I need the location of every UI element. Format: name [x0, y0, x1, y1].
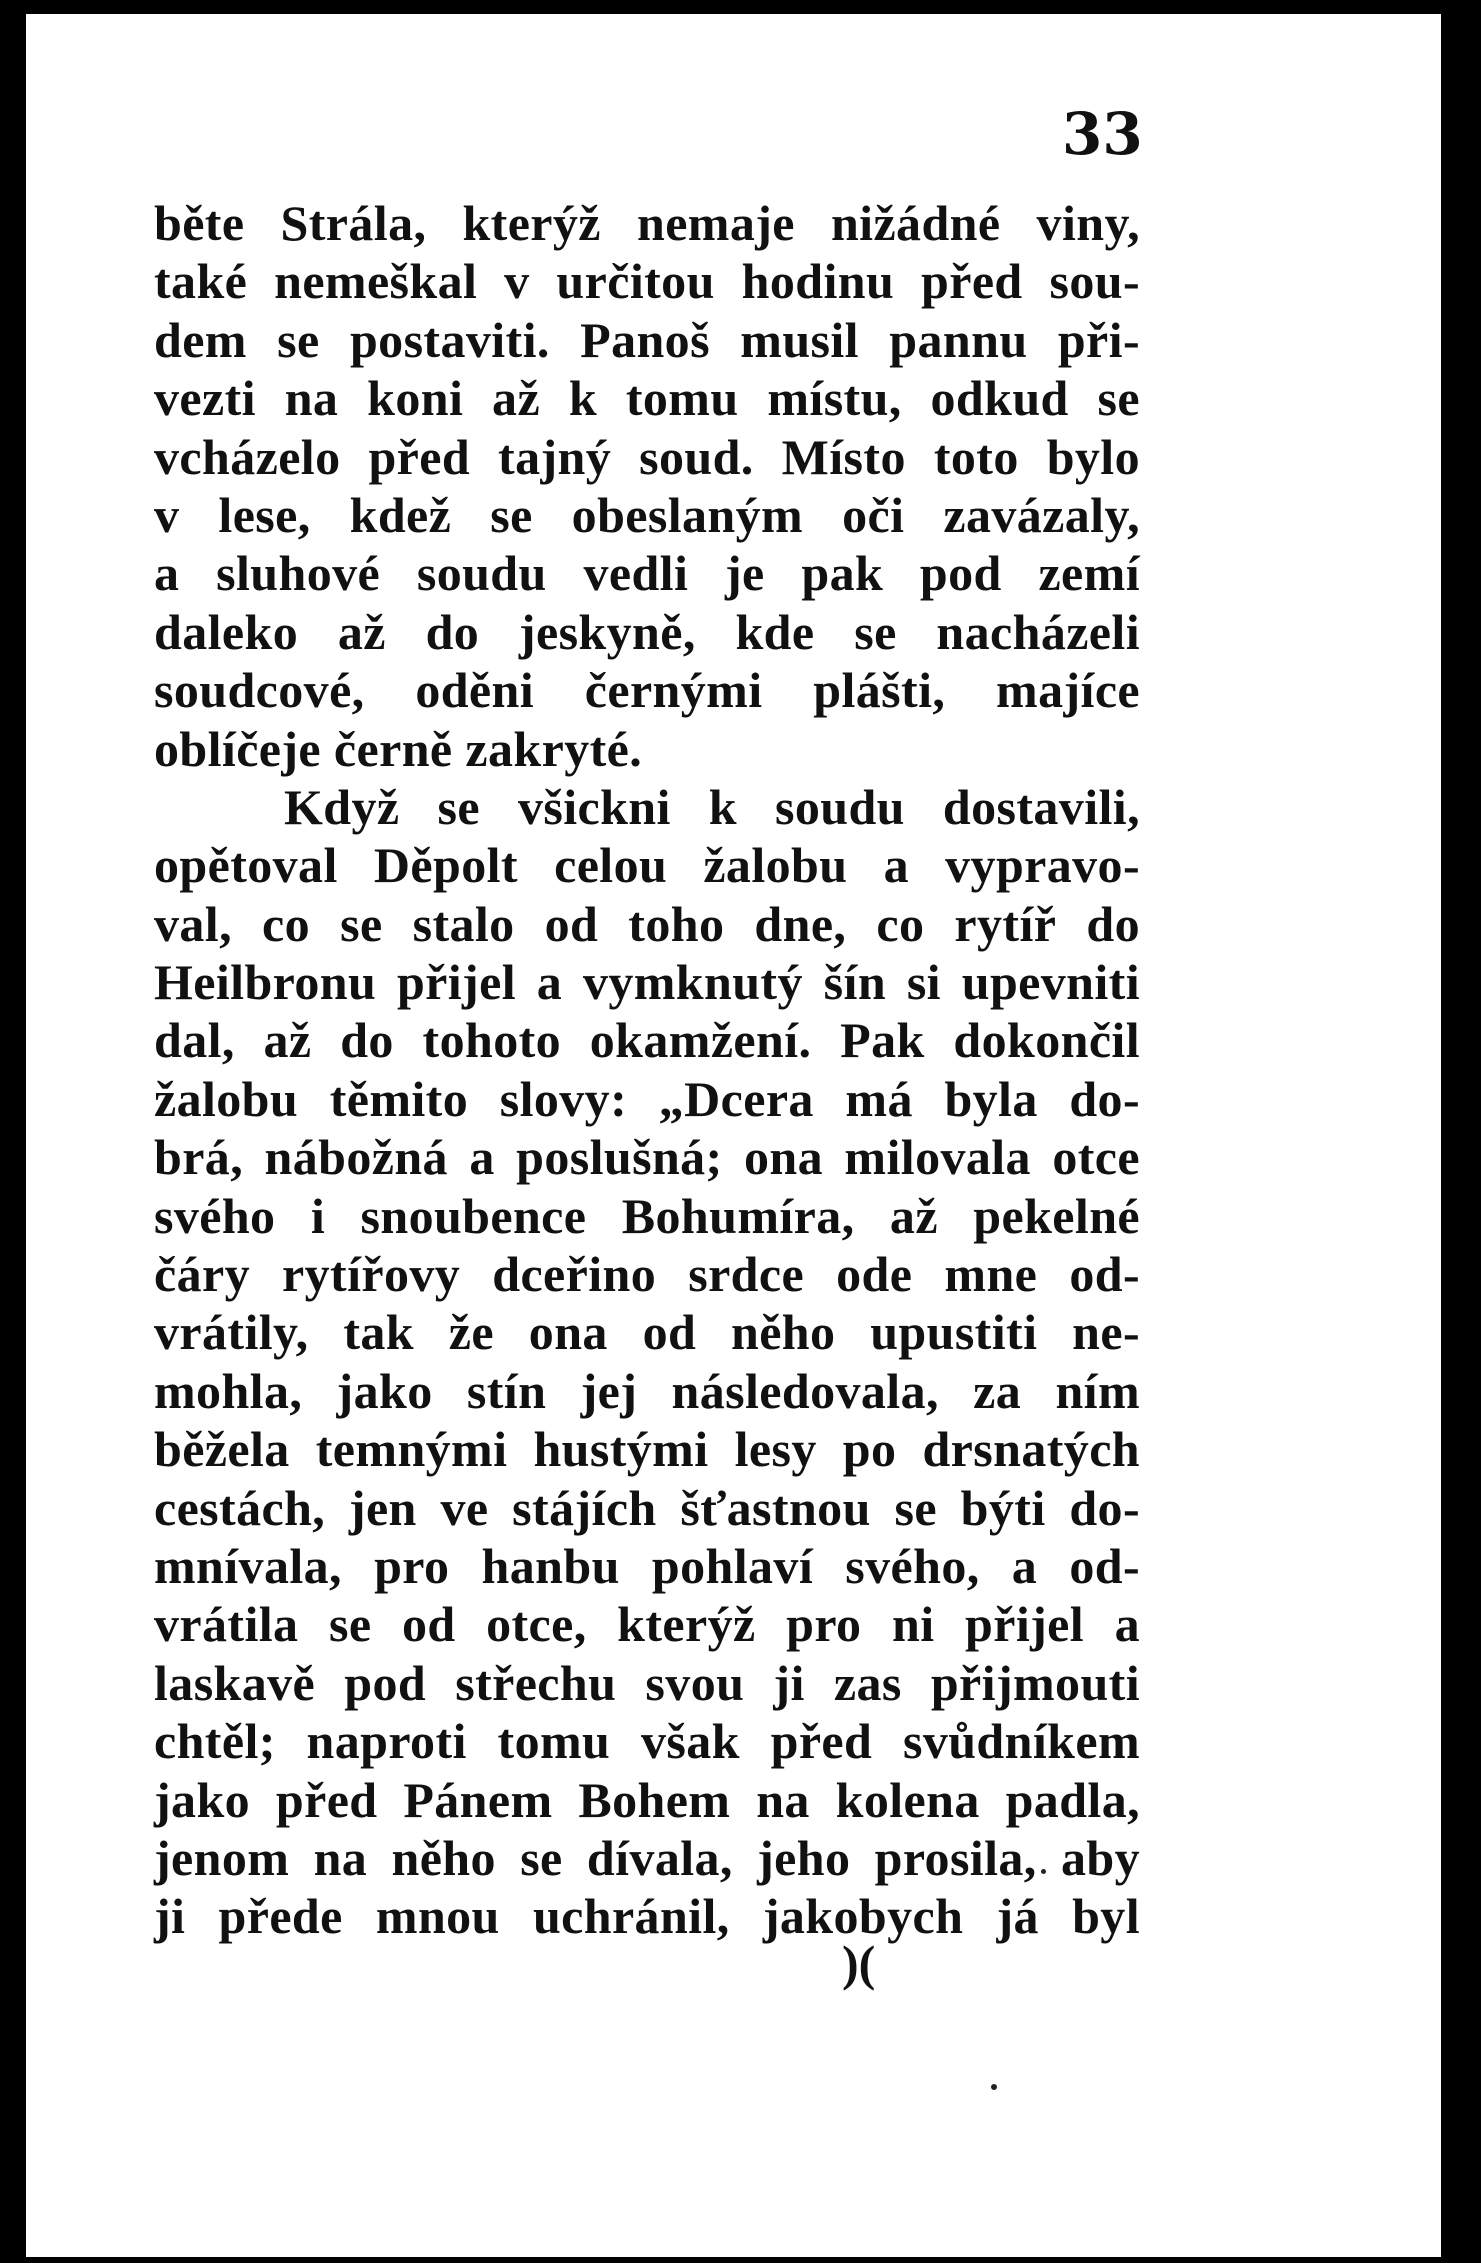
text-line: čáry rytířovy dceřino srdce ode mne od-	[154, 1246, 1140, 1303]
text-line: a sluhové soudu vedli je pak pod zemí	[154, 545, 1140, 602]
text-line: laskavě pod střechu svou ji zas přijmouti	[154, 1654, 1140, 1711]
text-line: Když se všickni k soudu dostavili,	[284, 778, 1140, 835]
body-text	[154, 194, 1140, 1946]
text-line: běžela temnými hustými lesy po drsnatých	[154, 1421, 1140, 1478]
text-line: vrátily, tak že ona od něho upustiti ne-	[154, 1304, 1140, 1361]
paper-speck	[991, 2084, 997, 2090]
text-line: daleko až do jeskyně, kde se nacházeli	[154, 603, 1140, 660]
text-line: vezti na koni až k tomu místu, odkud se	[154, 370, 1140, 427]
text-line: oblíčeje černě zakryté.	[154, 720, 643, 777]
text-line: vcházelo před tajný soud. Místo toto bylo	[154, 428, 1140, 485]
text-line: dal, až do tohoto okamžení. Pak dokončil	[154, 1012, 1140, 1069]
text-line: vrátila se od otce, kterýž pro ni přijel a	[154, 1596, 1140, 1653]
text-line: ji přede mnou uchránil, jakobych já byl	[154, 1888, 1140, 1945]
text-line: dem se postaviti. Panoš musil pannu při-	[154, 311, 1140, 368]
text-line: brá, nábožná a poslušná; ona milovala otce	[154, 1129, 1140, 1186]
text-line: jenom na něho se dívala, jeho prosila, aby	[154, 1829, 1140, 1886]
text-line: jako před Pánem Bohem na kolena padla,	[154, 1771, 1140, 1828]
text-line: soudcové, oděni černými plášti, majíce	[154, 662, 1140, 719]
text-line: svého i snoubence Bohumíra, až pekelné	[154, 1187, 1140, 1244]
text-line: Heilbronu přijel a vymknutý šín si upevniti	[154, 954, 1140, 1011]
text-line: val, co se stalo od toho dne, co rytíř do	[154, 895, 1140, 952]
text-line: mnívala, pro hanbu pohlaví svého, a od-	[154, 1537, 1140, 1594]
text-line: mohla, jako stín jej následovala, za ním	[154, 1362, 1140, 1419]
text-line: také nemeškal v určitou hodinu před sou-	[154, 253, 1140, 310]
catchword: )(	[842, 1935, 876, 1991]
text-line: běte Strála, kterýž nemaje nižádné viny,	[154, 195, 1140, 251]
text-line: chtěl; naproti tomu však před svůdníkem	[154, 1713, 1140, 1770]
text-line: žalobu těmito slovy: „Dcera má byla do-	[154, 1070, 1140, 1127]
text-line: cestách, jen ve stájích šťastnou se býti do-	[154, 1479, 1140, 1536]
binding-edge	[8, 0, 28, 2263]
text-line: opětoval Děpolt celou žalobu a vypravo-	[154, 837, 1140, 894]
text-line: v lese, kdež se obeslaným oči zavázaly,	[154, 486, 1140, 543]
page-number: 33	[1062, 100, 1143, 168]
